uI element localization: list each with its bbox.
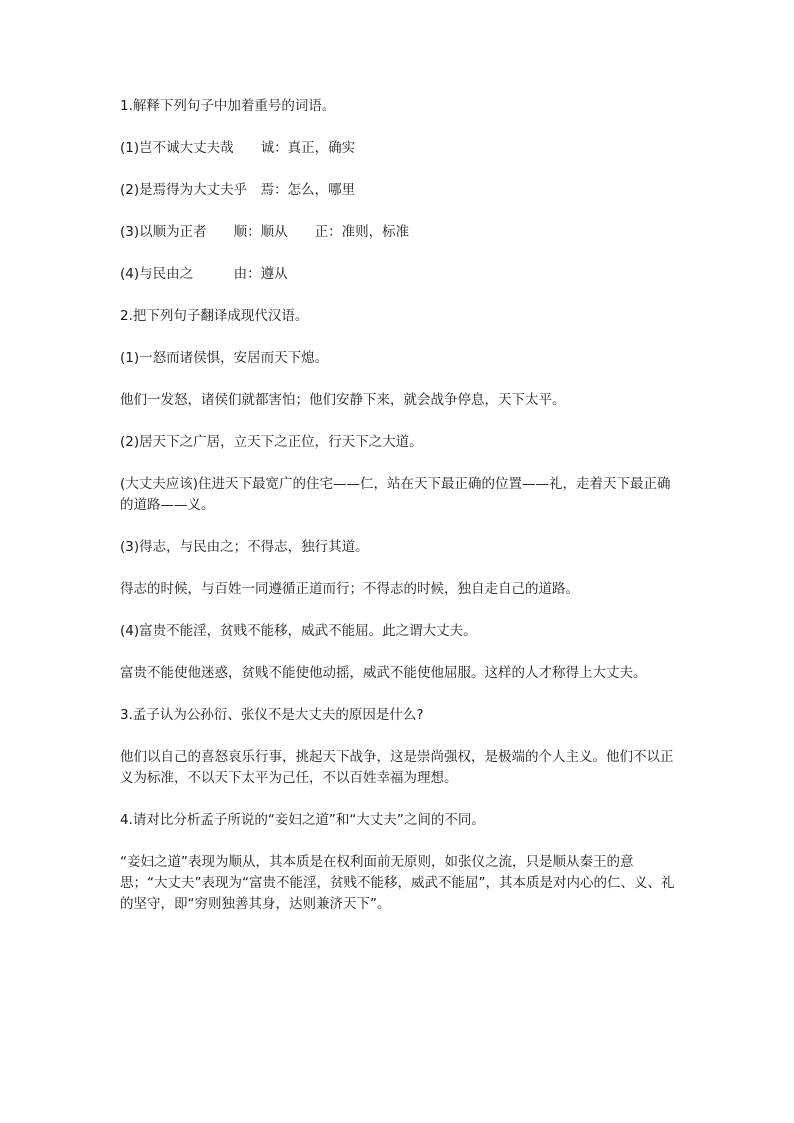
sentence-2-2: (2)居天下之广居，立天下之正位，行天下之大道。 — [120, 434, 423, 450]
document-body — [120, 96, 680, 936]
answer-1-4: (4)与民由之 由：遵从 — [120, 266, 288, 282]
answer-1-2: (2)是焉得为大丈夫乎 焉：怎么，哪里 — [120, 182, 356, 198]
answer-4: “妾妇之道”表现为顺从，其本质是在权利面前无原则，如张仪之流，只是顺从秦王的意思；“大丈夫”表现为“富贵不能淫，贫贱不能移，威武不能屈”，其本质是对内心的仁、义、礼的坚守，即“穷则独善其身，达则兼济天下”。 — [120, 854, 675, 912]
answer-3: 他们以自己的喜怒哀乐行事，挑起天下战争，这是崇尚强权，是极端的个人主义。他们不以正义为标准，不以天下太平为己任，不以百姓幸福为理想。 — [120, 749, 674, 786]
question-4-heading: 4.请对比分析孟子所说的“妾妇之道”和“大丈夫”之间的不同。 — [120, 812, 485, 828]
translation-2-4: 富贵不能使他迷惑，贫贱不能使他动摇，威武不能使他屈服。这样的人才称得上大丈夫。 — [120, 665, 647, 681]
sentence-2-4: (4)富贵不能淫，贫贱不能移，威武不能屈。此之谓大丈夫。 — [120, 623, 477, 639]
answer-1-3: (3)以顺为正者 顺：顺从 正：准则，标准 — [120, 224, 410, 240]
answer-1-1: (1)岂不诚大丈夫哉 诚：真正，确实 — [120, 140, 356, 156]
question-3-heading: 3.孟子认为公孙衍、张仪不是大丈夫的原因是什么? — [120, 707, 424, 723]
sentence-2-1: (1)一怒而诸侯惧，安居而天下熄。 — [120, 350, 329, 366]
translation-2-3: 得志的时候，与百姓一同遵循正道而行；不得志的时候，独自走自己的道路。 — [120, 581, 579, 597]
sentence-2-3: (3)得志，与民由之；不得志，独行其道。 — [120, 539, 369, 555]
question-1-heading: 1.解释下列句子中加着重号的词语。 — [120, 98, 336, 114]
translation-2-1: 他们一发怒，诸侯们就都害怕；他们安静下来，就会战争停息，天下太平。 — [120, 392, 566, 408]
question-2-heading: 2.把下列句子翻译成现代汉语。 — [120, 308, 309, 324]
translation-2-2: (大丈夫应该)住进天下最宽广的住宅——仁，站在天下最正确的位置——礼，走着天下最正确的道路——义。 — [120, 476, 671, 513]
